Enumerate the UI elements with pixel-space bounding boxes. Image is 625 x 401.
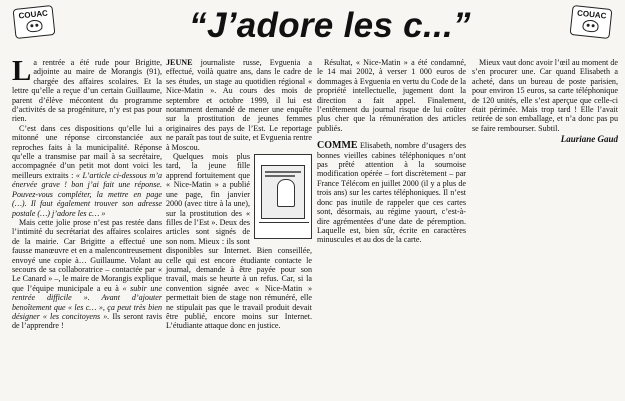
- column-3: [317, 58, 466, 245]
- couac-badge-left: [13, 5, 56, 39]
- lead-word: JEUNE: [166, 58, 193, 67]
- paragraph: [317, 141, 466, 244]
- paragraph-text: Elisabeth, nombre d’usagers des bonnes vieilles cabines téléphoniques n’ont pas prêté attention à la sournoise modification opérée – fort discrètement – par France Télécom en juillet 2000 (il y a plus de trois ans) sur les cartes téléphoniques. Il n’est donc pas inutile de rappeler que ces cartes sont, désormais, au régime yaourt, c’est-à-dire agrémentées d’une date de péremption. Laquelle est, bien sûr, écrite en caractères minuscules et au dos de la carte.: [317, 141, 466, 245]
- person-icon: [277, 179, 295, 207]
- column-4: [472, 58, 618, 145]
- duck-face-icon: [26, 19, 43, 33]
- text-line: [265, 175, 295, 177]
- paragraph-text: Mieux vaut donc avoir l’œil au moment de s’en procurer une. Car quand Elisabeth a acheté, dans un bureau de poste parisien, pour environ 15 euros, sa carte téléphonique de 120 unités, elle s’est aperçue que celle-ci était périmée. Mais trop tard ! Elle l’avait retirée de son emballage, et n’a donc pas pu se faire rembourser. Subtil.: [472, 58, 618, 133]
- paragraph: [166, 58, 312, 152]
- paragraph-text: Quelques mois plus tard, la jeune fille apprend fortuitement que « Nice-Matin » a publié une page, fin janvier 2000 (avec titre à la une), sur la prostitution des « filles de l’Est ». Deux des articles sont signés de son nom. Mieux : ils sont disponibles sur Internet. Bien conseillée, celle qui est encore étudiante contacte le journal, demande à être payée pour son travail, mais se heurte à un refus. Car, si la convention signée avec « Nice-Matin » permettait bien de stage non rémunéré, elle ne stipulait pas que le travail produit devait être publié, encore moins sur Internet. L’étudiante attaque donc en justice.: [166, 152, 312, 331]
- paragraph: [12, 124, 162, 218]
- drop-cap: L: [12, 55, 32, 87]
- text-line: [265, 171, 301, 173]
- paragraph-text: journaliste russe, Evguenia a effectué, voilà quatre ans, dans le cadre de ses études, un stage au quotidien régional « Nice-Matin ». Au cours des mois de septembre et octobre 1999, il lui est notamment demandé de mener une enquête sur la prostitution de jeunes femmes originaires des pays de l’Est. Le reportage ne paraît pas tout de suite, et Evguenia rentre à Moscou.: [166, 58, 312, 152]
- desk-icon: [259, 222, 309, 232]
- paragraph: [317, 58, 466, 133]
- quote-text: « subir une rentrée difficile ». Avant d’ajouter benoîtement que « les c… », ça peut très bien désigner « les concitoyens ».: [12, 283, 162, 321]
- quote-text: « L’article ci-dessous m’a énervée grave ! bon j’ai fait une réponse. Pouvez-vous compléter, la mettre en page (…). Il faut également trouver son adresse postale (…) j’adore les c… »: [12, 170, 162, 218]
- paragraph: [472, 58, 618, 133]
- paragraph: [12, 55, 162, 124]
- cartoon-illustration: [254, 154, 312, 239]
- column-2: [166, 58, 312, 331]
- duck-face-icon: [582, 19, 599, 33]
- author-signature: Lauriane Gaud: [560, 134, 618, 145]
- paragraph-text: Ils seront ravis de l’apprendre !: [12, 311, 163, 331]
- paragraph-text: Résultat, « Nice-Matin » a été condamné, le 14 mai 2002, à verser 1 000 euros de dommages à Evguenia en vertu du Code de la propriété intellectuelle, jugement dont la direction a fait appel. Finalement, l’entêtement du journal risque de lui coûter plus cher que la rémunération des articles publiés.: [317, 58, 466, 133]
- paragraph-text: Mais cette jolie prose n’est pas restée dans l’intimité du secrétariat des affaires scolaires de la mairie. Car Brigitte a effectué une fausse manœuvre et en a malencontreusement envoyé une copie à… Guillaume. Volant au secours de sa collaboratrice – contactée par « Le Canard » –, le maire de Morangis explique que l’équipe municipale a eu à: [12, 217, 162, 293]
- badge-label: COUAC: [576, 8, 607, 21]
- paragraph-text: C’est dans ces dispositions qu’elle lui a mitonné une réponse circonstanciée aux reproches faits à la municipalité. Réponse qu’elle a transmise par mail à sa secrétaire, accompagnée d’un petit mot dont voici les meilleurs extraits :: [12, 123, 162, 180]
- couac-badge-right: [570, 5, 613, 39]
- lead-word: COMME: [317, 140, 358, 152]
- paragraph: [12, 218, 162, 331]
- headline: “J’adore les c...”: [189, 6, 471, 45]
- badge-label: COUAC: [18, 8, 49, 21]
- column-1: [12, 55, 163, 331]
- paragraph-text: a rentrée a été rude pour Brigitte, adjointe au maire de Morangis (91), chargée des affaires scolaires. Et la lettre qu’elle a reçue d’un certain Guillaume, parent d’élève mécontent du programme d’activités de sa progéniture, n’y est pas pour rien.: [12, 58, 162, 124]
